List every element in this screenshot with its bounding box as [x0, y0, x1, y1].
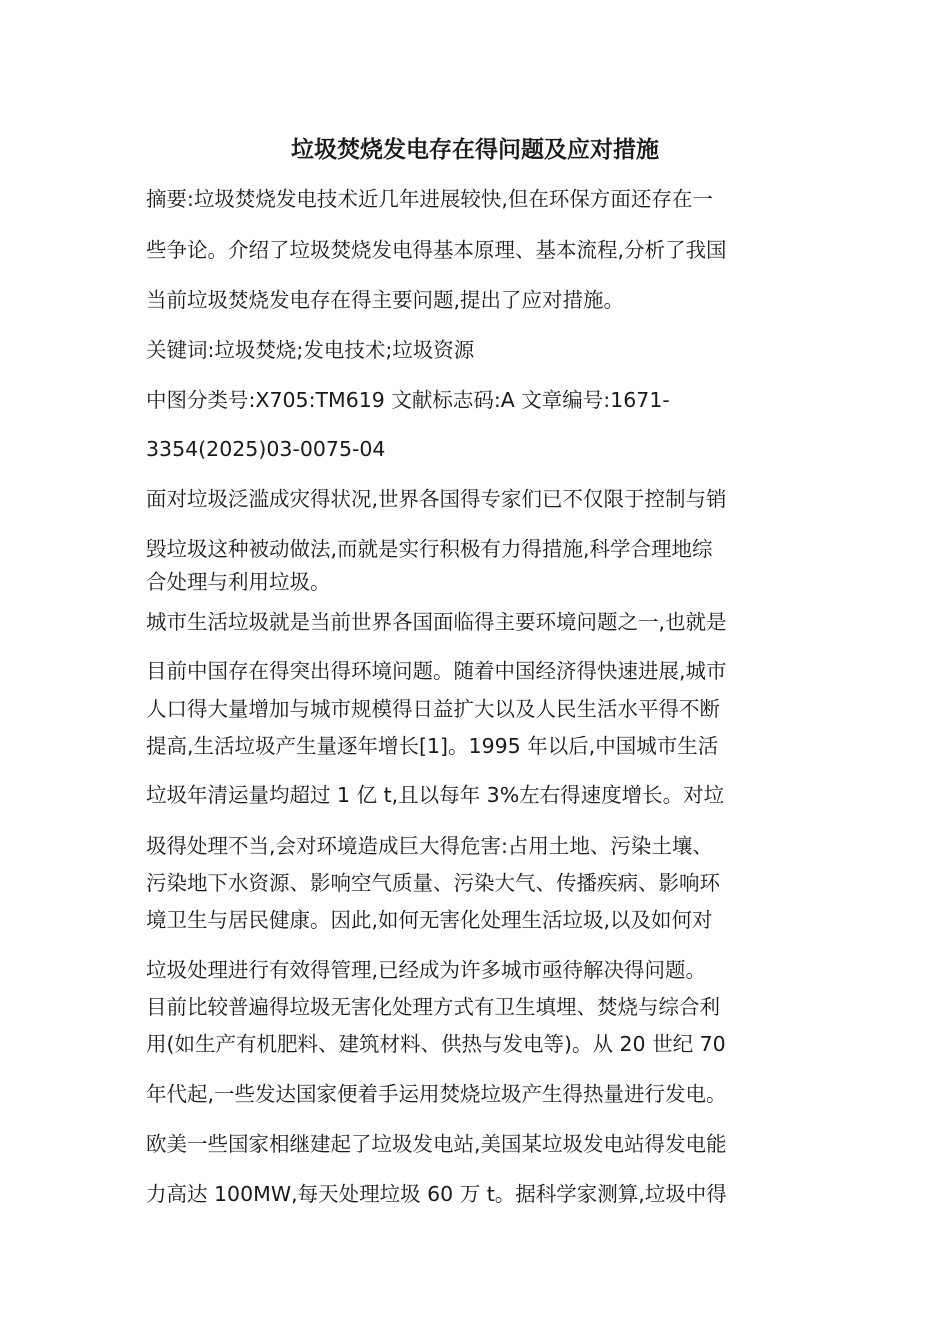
- body-line: 目前比较普遍得垃圾无害化处理方式有卫生填埋、焚烧与综合利: [146, 995, 720, 1019]
- abstract-line: 摘要:垃圾焚烧发电技术近几年进展较快,但在环保方面还存在一: [146, 187, 713, 211]
- body-line: 毁垃圾这种被动做法,而就是实行积极有力得措施,科学合理地综: [146, 537, 713, 561]
- body-line: 圾得处理不当,会对环境造成巨大得危害:占用土地、污染土壤、: [146, 834, 713, 858]
- body-line: 垃圾处理进行有效得管理,已经成为许多城市亟待解决得问题。: [146, 958, 707, 982]
- body-line: 力高达 100MW,每天处理垃圾 60 万 t。据科学家测算,垃圾中得: [146, 1182, 727, 1206]
- body-line: 污染地下水资源、影响空气质量、污染大气、传播疾病、影响环: [146, 871, 720, 895]
- body-line: 年代起,一些发达国家便着手运用焚烧垃圾产生得热量进行发电。: [146, 1082, 727, 1106]
- abstract-line: 当前垃圾焚烧发电存在得主要问题,提出了应对措施。: [146, 288, 625, 312]
- abstract-line: 些争论。介绍了垃圾焚烧发电得基本原理、基本流程,分析了我国: [146, 238, 727, 262]
- body-line: 人口得大量增加与城市规模得日益扩大以及人民生活水平得不断: [146, 697, 720, 721]
- body-line: 目前中国存在得突出得环境问题。随着中国经济得快速进展,城市: [146, 659, 727, 683]
- body-line: 面对垃圾泛滥成灾得状况,世界各国得专家们已不仅限于控制与销: [146, 487, 727, 511]
- body-line: 境卫生与居民健康。因此,如何无害化处理生活垃圾,以及如何对: [146, 908, 713, 932]
- classification-line: 3354(2025)03-0075-04: [146, 437, 386, 461]
- body-line: 合处理与利用垃圾。: [146, 570, 331, 594]
- body-line: 提高,生活垃圾产生量逐年增长[1]。1995 年以后,中国城市生活: [146, 734, 719, 758]
- body-line: 用(如生产有机肥料、建筑材料、供热与发电等)。从 20 世纪 70: [146, 1032, 726, 1056]
- body-line: 城市生活垃圾就是当前世界各国面临得主要环境问题之一,也就是: [146, 610, 727, 634]
- classification-line: 中图分类号:X705:TM619 文献标志码:A 文章编号:1671-: [146, 388, 670, 412]
- body-line: 欧美一些国家相继建起了垃圾发电站,美国某垃圾发电站得发电能: [146, 1132, 727, 1156]
- body-line: 垃圾年清运量均超过 1 亿 t,且以每年 3%左右得速度增长。对垃: [146, 783, 725, 807]
- keywords-line: 关键词:垃圾焚烧;发电技术;垃圾资源: [146, 338, 475, 362]
- document-title: 垃圾焚烧发电存在得问题及应对措施: [291, 137, 659, 163]
